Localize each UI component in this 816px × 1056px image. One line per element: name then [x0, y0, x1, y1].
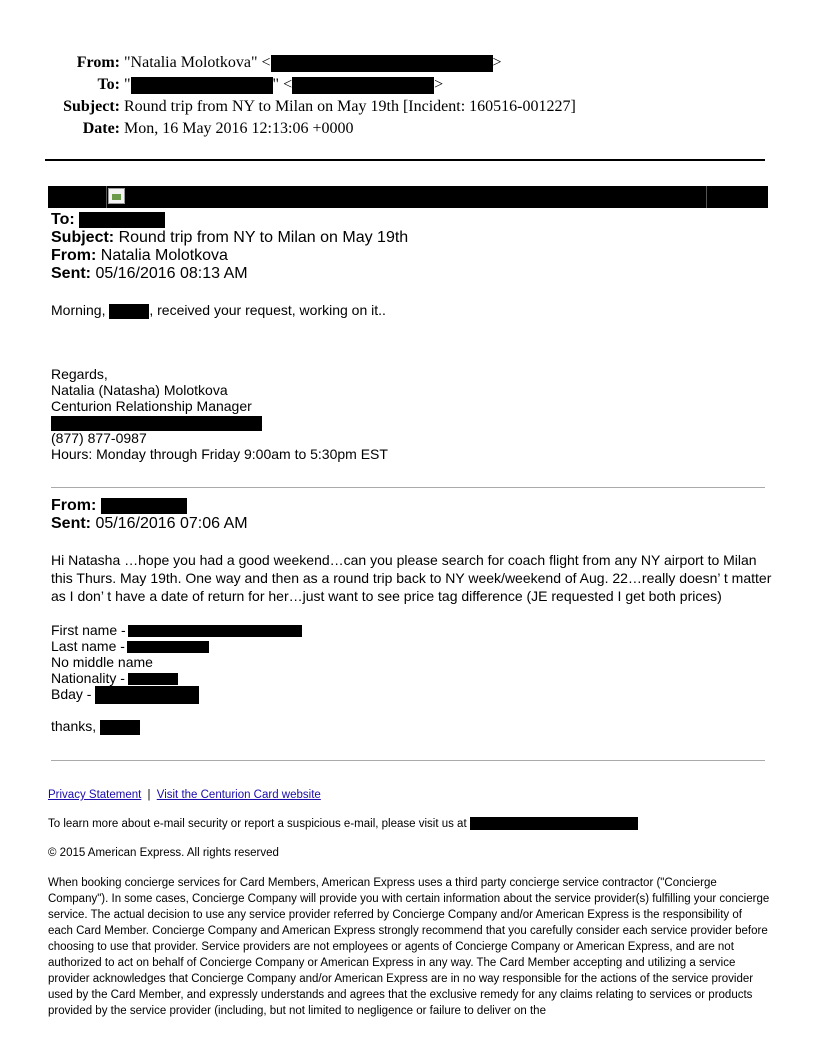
redaction-block — [128, 673, 178, 685]
field-bday-label: Bday - — [51, 686, 92, 702]
reply-sent-label: Sent: — [51, 265, 91, 282]
redaction-block — [271, 55, 493, 72]
original-body-line: as I don’ t have a date of return for her…just want to see price tag difference (JE requested I get both prices) — [51, 588, 722, 604]
footer-link-separator: | — [147, 789, 151, 801]
banner-divider — [706, 186, 707, 208]
reply-subject-label: Subject: — [51, 229, 115, 246]
reply-to-label: To: — [51, 211, 75, 228]
original-sent-row — [51, 515, 248, 533]
header-from-row — [0, 52, 816, 74]
broken-image-icon — [108, 188, 125, 204]
redaction-block — [51, 416, 262, 431]
header-from-close: > — [492, 54, 502, 71]
field-first-name — [51, 622, 302, 638]
header-subject-label: Subject: — [63, 98, 120, 115]
reply-from-label: From: — [51, 247, 97, 264]
original-body-line: Hi Natasha …hope you had a good weekend…can you please search for coach flight from any NY airport to Milan — [51, 552, 757, 568]
reply-to-row — [51, 211, 165, 229]
security-text: To learn more about e-mail security or report a suspicious e-mail, please visit us at — [48, 818, 467, 830]
field-nationality-label: Nationality - — [51, 670, 125, 686]
reply-sent-value: 05/16/2016 08:13 AM — [95, 265, 248, 282]
footer-copyright: © 2015 American Express. All rights reserved — [48, 847, 279, 859]
redaction-block — [100, 720, 140, 735]
header-to-row — [0, 74, 816, 96]
signature-name: Natalia (Natasha) Molotkova — [51, 382, 228, 398]
reply-subject-row — [51, 229, 408, 247]
greeting-post: , received your request, working on it.. — [149, 302, 386, 318]
email-header — [0, 52, 816, 140]
header-subject-row — [0, 96, 816, 118]
header-to-open: " — [124, 76, 131, 93]
header-to-close: > — [434, 76, 444, 93]
original-from-row — [51, 497, 187, 515]
header-date-label: Date: — [82, 120, 120, 137]
footer-legal-text: When booking concierge services for Card Members, American Express uses a third party concierge service contractor ("Concierge Company"). In some cases, Concierge Company will provide you with certain information about the service provider(s) fulfilling your concierge service. The actual decision to use any service provider referred by Concierge Company and/or American Express is the responsibility of each Card Member. Concierge Company and American Express strongly recommend that you carefully consider each service provider before choosing to use that provider. Service providers are not employees or agents of Concierge Company or American Express, and are not authorized to act on behalf of Concierge Company or American Express in any way. The Card Member accepting and utilizing a service provider acknowledges that Concierge Company and/or American Express are in no way responsible for the actions of the service provider used by the Card Member, and expressly understands and agrees that the exclusive remedy for any claims relating to services or products provided by the service provider (including, but not limited to negligence or failure to deliver on the — [48, 877, 770, 1017]
original-sent-value: 05/16/2016 07:06 AM — [95, 515, 248, 532]
reply-greeting — [51, 302, 386, 319]
signature-hours: Hours: Monday through Friday 9:00am to 5:30pm EST — [51, 446, 388, 462]
header-to-mid: " < — [272, 76, 293, 93]
reply-sent-row — [51, 265, 248, 283]
header-to-label: To: — [97, 76, 120, 93]
original-from-label: From: — [51, 497, 97, 514]
signature-phone: (877) 877-0987 — [51, 430, 147, 446]
original-sent-label: Sent: — [51, 515, 91, 532]
reply-subject-value: Round trip from NY to Milan on May 19th — [118, 229, 409, 246]
redaction-block — [79, 212, 165, 228]
footer-links — [48, 787, 321, 803]
signature-title: Centurion Relationship Manager — [51, 398, 252, 414]
signature-regards: Regards, — [51, 366, 108, 382]
footer-separator — [51, 760, 765, 761]
field-last-name — [51, 638, 209, 654]
thanks-text: thanks, — [51, 718, 97, 734]
header-from-label: From: — [76, 54, 120, 71]
reply-from-row — [51, 247, 228, 265]
redaction-block — [131, 77, 273, 94]
header-date-value: Mon, 16 May 2016 12:13:06 +0000 — [124, 120, 354, 137]
redaction-block — [127, 641, 209, 653]
redaction-block — [292, 77, 434, 94]
header-subject-value: Round trip from NY to Milan on May 19th [Incident: 160516-001227] — [124, 98, 576, 115]
email-banner — [48, 186, 768, 208]
original-body-line: this Thurs. May 19th. One way and then as a round trip back to NY week/weekend of Aug. 22…really doesn’ t matter — [51, 570, 772, 586]
field-last-name-label: Last name - — [51, 638, 125, 654]
privacy-statement-link[interactable]: Privacy Statement — [48, 789, 142, 801]
greeting-pre: Morning, — [51, 302, 106, 318]
header-divider — [45, 159, 765, 161]
field-middle-name: No middle name — [51, 654, 153, 670]
redaction-block — [109, 304, 149, 319]
header-from-value: "Natalia Molotkova" < — [124, 54, 271, 71]
redaction-block — [470, 817, 638, 830]
signature-redacted — [51, 414, 262, 431]
header-date-row — [0, 118, 816, 140]
reply-from-value: Natalia Molotkova — [100, 247, 228, 264]
message-separator — [51, 487, 765, 488]
centurion-website-link[interactable]: Visit the Centurion Card website — [156, 789, 321, 801]
banner-divider — [106, 186, 107, 208]
field-first-name-label: First name - — [51, 622, 126, 638]
original-thanks — [51, 718, 140, 735]
footer-security — [48, 816, 638, 832]
field-nationality — [51, 670, 178, 686]
redaction-block — [101, 498, 187, 514]
field-bday — [51, 686, 199, 704]
redaction-block — [95, 686, 199, 704]
redaction-block — [128, 625, 302, 637]
